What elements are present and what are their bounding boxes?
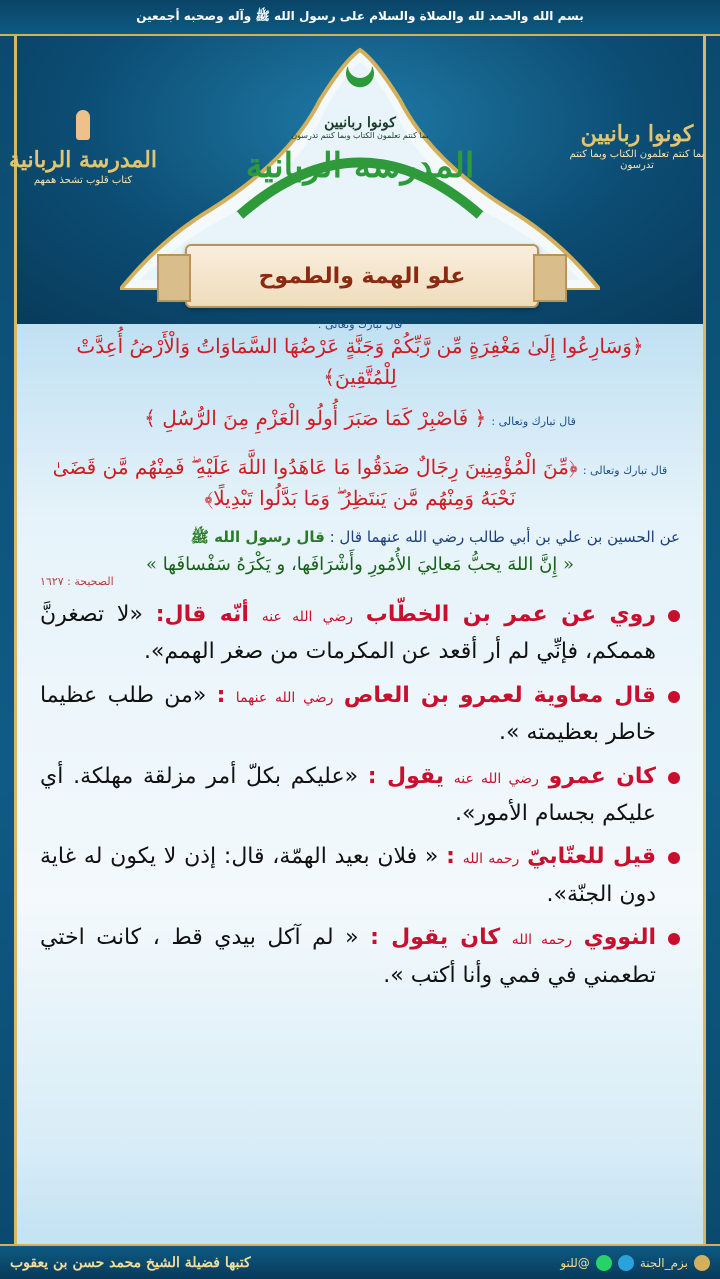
center-logo-motto: بما كنتم تعلمون الكتاب وبما كنتم تدرسون <box>291 131 429 140</box>
saying-lead2: : <box>446 844 455 870</box>
saying-lead: النووي <box>583 925 657 951</box>
saying-honor: رضي الله عنه <box>261 609 353 625</box>
whatsapp-icon[interactable] <box>596 1255 612 1271</box>
hadith-prophet: قال رسول الله ﷺ <box>190 528 325 546</box>
link-icon[interactable] <box>694 1255 710 1271</box>
footer-signature: كتبها فضيلة الشيخ محمد حسن بن يعقوب <box>10 1254 251 1271</box>
left-logo-title: المدرسة الربانية <box>9 147 157 173</box>
saying-lead: روي عن عمر بن الخطّاب <box>365 602 656 627</box>
verse-1 <box>40 318 680 393</box>
bullet-icon <box>668 772 680 784</box>
bullet-icon <box>668 691 680 703</box>
verse-label: قال تبارك وتعالى : <box>582 464 668 477</box>
verse-text: ﴿ فَاصْبِرْ كَمَا صَبَرَ أُولُو الْعَزْمِ مِنَ الرُّسُلِ ﴾ <box>144 406 487 430</box>
verse-text: ﴿وَسَارِعُوا إِلَىٰ مَغْفِرَةٍ مِّن رَّبِّكُمْ وَجَنَّةٍ عَرْضُهَا السَّمَاوَاتُ وَالْأَرْضُ أُعِدَّتْ لِلْمُتَّقِينَ﴾ <box>76 334 644 389</box>
saying-text: «عليكم بكلّ أمر مزلقة مهلكة. أي عليكم بجسام الأمور». <box>40 763 656 826</box>
main-content <box>40 318 680 1000</box>
saying-text: «من طلب عظيما خاطر بعظيمته ». <box>40 682 656 746</box>
saying-honor: رحمه الله <box>462 851 520 868</box>
hadith-intro <box>40 528 680 550</box>
saying-lead: كان عمرو <box>548 763 656 789</box>
footer <box>0 1244 720 1279</box>
saying-lead: قيل للعتّابيّ <box>527 844 656 870</box>
center-logo-title: المدرسة الربانية <box>245 146 475 186</box>
saying-lead2: كان يقول : <box>370 925 501 951</box>
page-title: علو الهمة والطموح <box>258 263 466 289</box>
top-banner <box>0 0 720 36</box>
list-item <box>40 677 680 752</box>
sayings-list <box>40 596 680 994</box>
verse-text: ﴿مِّنَ الْمُؤْمِنِينَ رِجَالٌ صَدَقُوا مَا عَاهَدُوا اللَّهَ عَلَيْهِ ۖ فَمِنْهُم مَّن قَضَىٰ نَحْبَهُ وَمِنْهُم مَّن يَنتَظِرُ ۖ وَمَا بَدَّلُوا تَبْدِيلًا﴾ <box>52 455 578 510</box>
saying-lead2: يقول : <box>367 763 444 789</box>
footer-channel[interactable]: @للتو <box>560 1255 590 1270</box>
saying-lead2: : <box>216 682 226 708</box>
footer-social <box>560 1255 710 1271</box>
list-item <box>40 758 680 833</box>
saying-lead2: أنّه قال: <box>155 602 249 627</box>
center-logo-subtitle: كونوا ربانيين <box>324 115 396 131</box>
right-logo <box>562 110 712 220</box>
bullet-icon <box>668 933 680 945</box>
left-logo <box>8 110 158 220</box>
list-item <box>40 596 680 671</box>
right-logo-title: كونوا ربانيين <box>580 121 694 147</box>
title-ribbon <box>185 244 539 308</box>
center-logo <box>220 115 500 186</box>
saying-honor: رحمه الله <box>511 932 573 949</box>
list-item <box>40 838 680 913</box>
saying-text: « فلان بعيد الهمّة، قال: إذن لا يكون له غاية دون الجنّة». <box>40 844 656 907</box>
bullet-icon <box>668 852 680 864</box>
verse-label: قال تبارك وتعالى : <box>491 415 576 428</box>
saying-honor: رضي الله عنه <box>453 770 539 787</box>
saying-text: « لم آكل بيدي قط ، كانت اختي تطعمني في فمي وأنا أكتب ». <box>40 925 656 988</box>
saying-text: «لا تصغرنَّ هممكم، فإنِّي لم أر أقعد عن المكرمات من صغر الهمم». <box>40 602 656 665</box>
bullet-icon <box>668 610 680 622</box>
hadith-narrator: عن الحسين بن علي بن أبي طالب رضي الله عنهما قال : <box>329 528 680 546</box>
footer-left-tag[interactable]: بزم_الجنة <box>639 1255 688 1270</box>
list-item <box>40 919 680 994</box>
saying-lead: قال معاوية لعمرو بن العاص <box>343 682 656 708</box>
verse-2 <box>40 403 680 434</box>
top-banner-text: بسم الله والحمد لله والصلاة والسلام على رسول الله ﷺ وآله وصحبه أجمعين <box>136 8 584 23</box>
raised-finger-icon <box>76 110 90 140</box>
verse-3 <box>40 452 680 514</box>
hadith-source: الصحيحة : ١٦٢٧ <box>40 575 114 588</box>
verse-label: قال تبارك وتعالى : <box>317 318 403 331</box>
saying-honor: رضي الله عنهما <box>235 689 334 706</box>
telegram-icon[interactable] <box>618 1255 634 1271</box>
left-logo-motto: كتاب قلوب تشحذ همهم <box>33 174 133 186</box>
hadith-text: « إِنَّ اللهَ يحبُّ مَعالِيَ الأُمُورِ وأَشْرَافَها، و يَكْرَهُ سَفْسافَها » <box>145 554 575 575</box>
right-logo-motto: بما كنتم تعلمون الكتاب وبما كنتم تدرسون <box>569 148 705 171</box>
